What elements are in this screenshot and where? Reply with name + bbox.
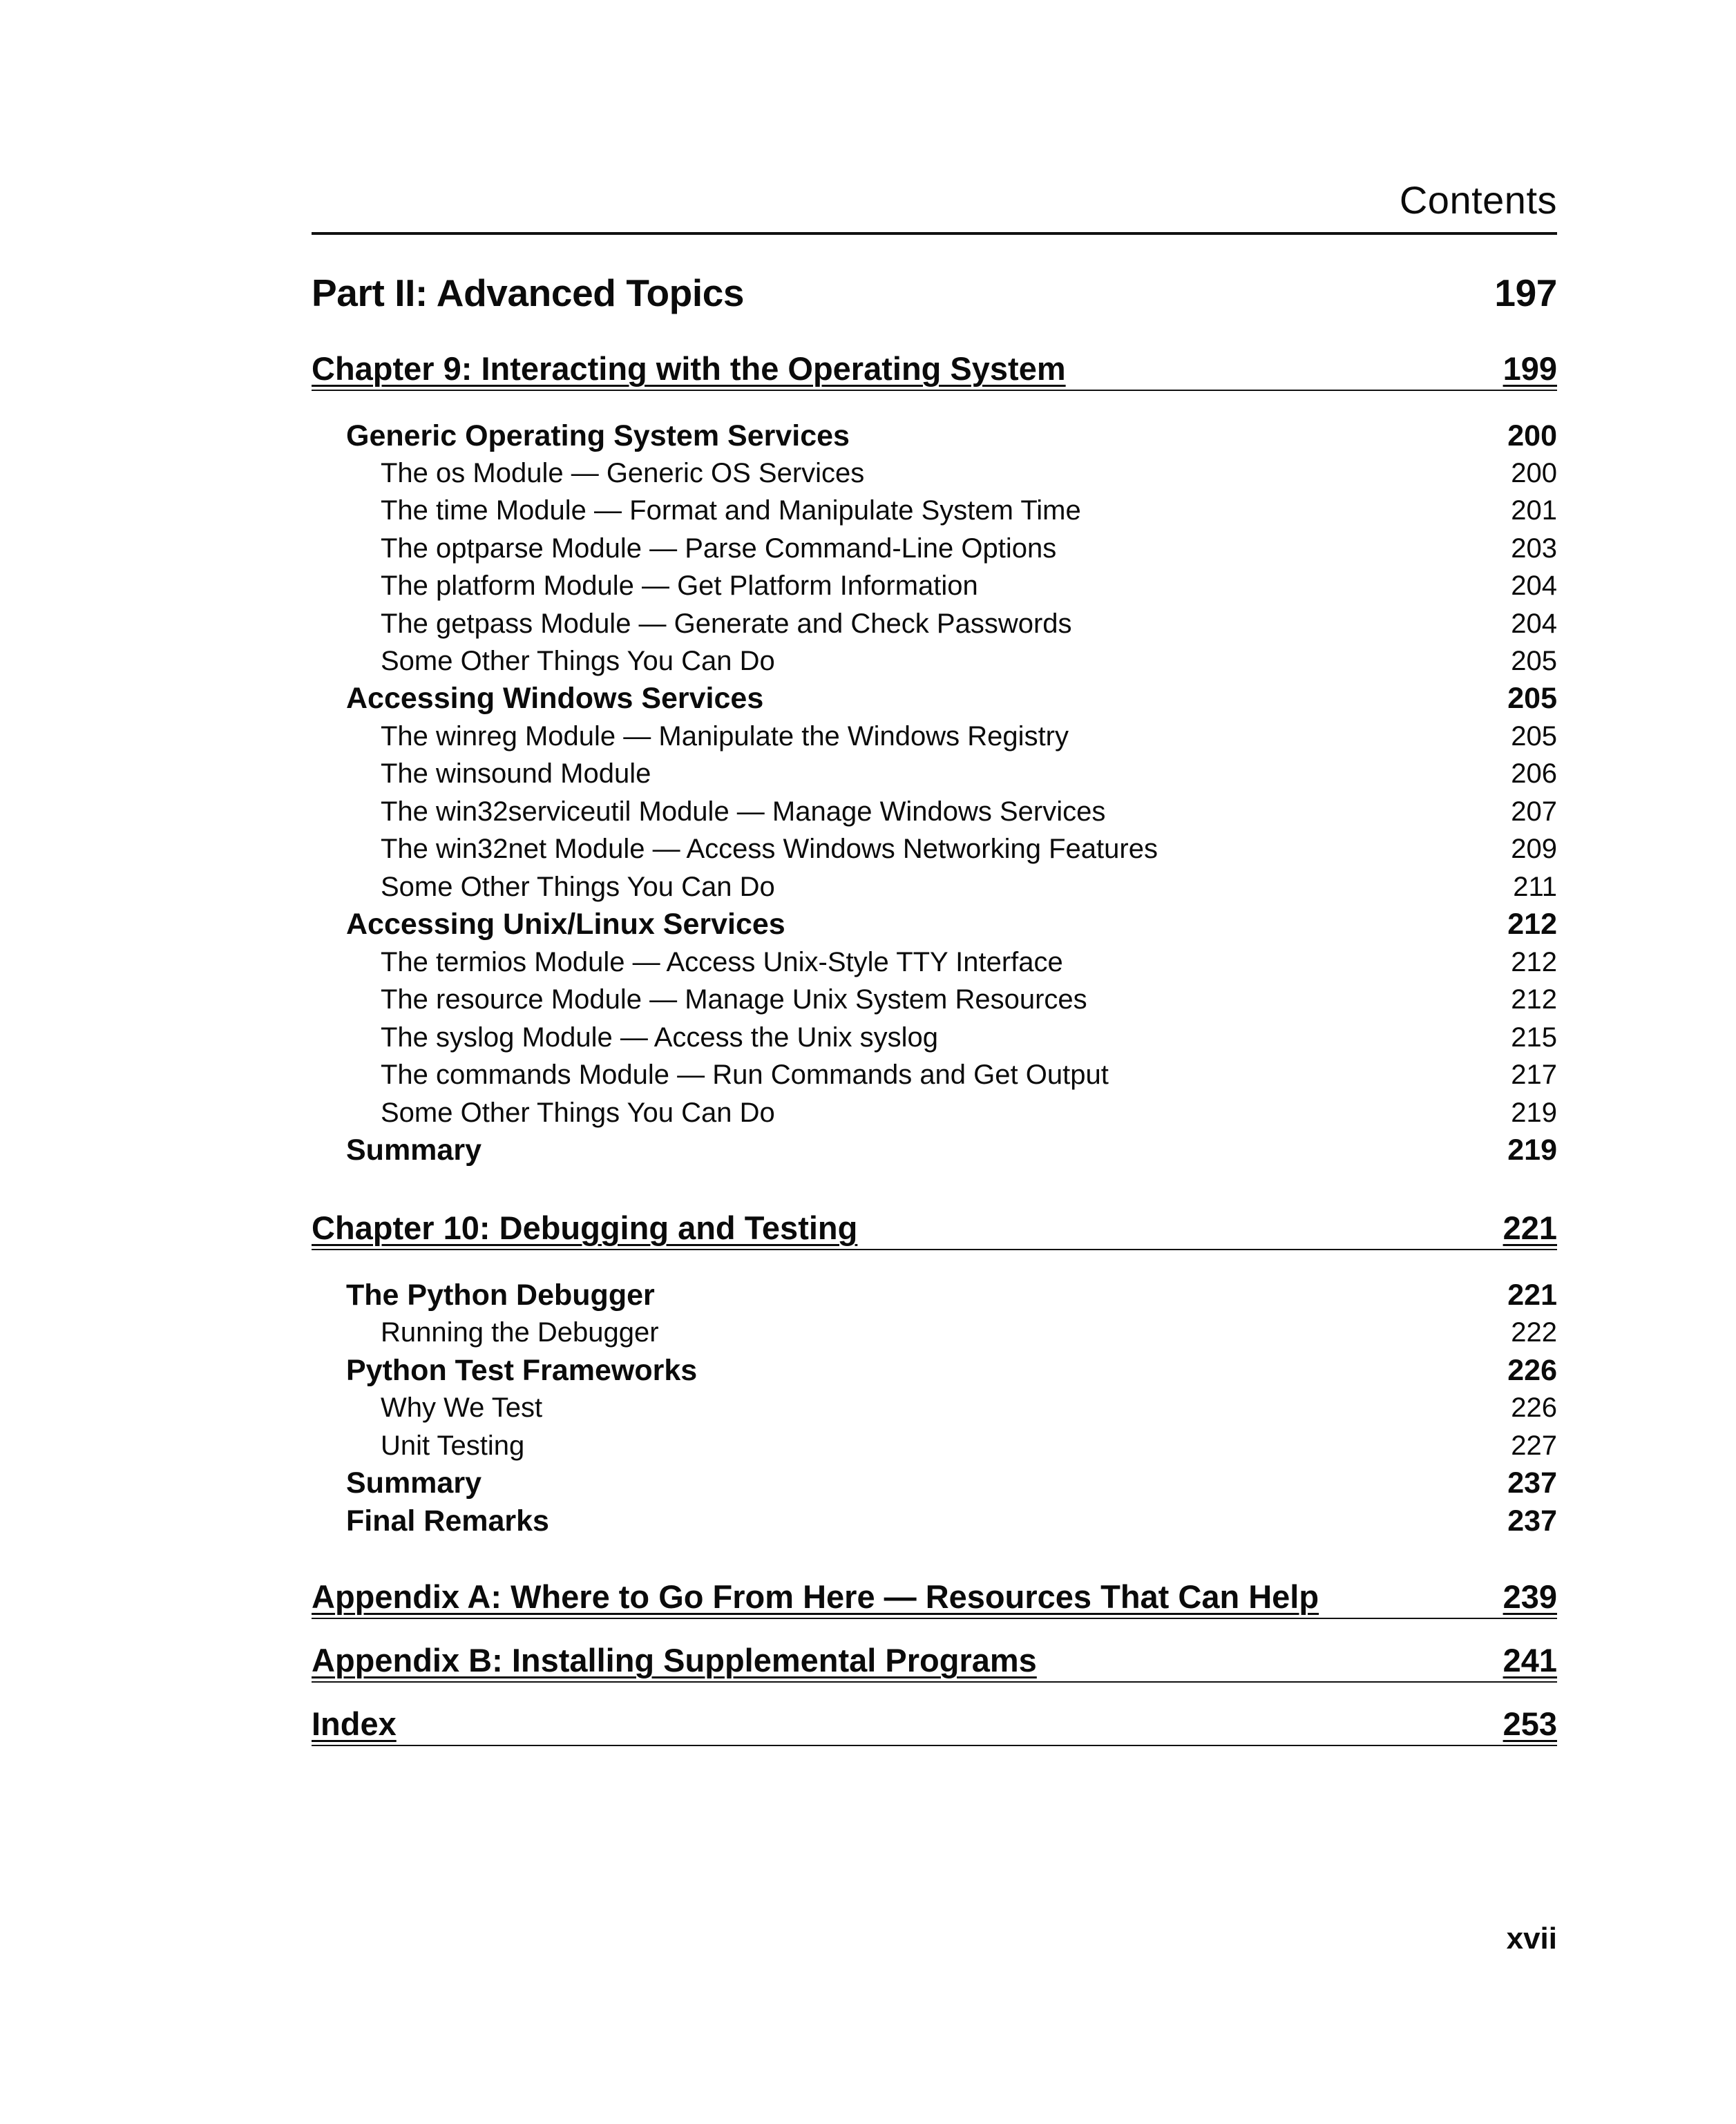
toc-entry-page: 205: [1507, 682, 1557, 715]
appendix-a-title: Appendix A: Where to Go From Here — Resources That Can Help: [312, 1578, 1319, 1615]
toc-entry[interactable]: [381, 1019, 1557, 1056]
toc-entry-title: The platform Module — Get Platform Information: [381, 571, 978, 601]
toc-entry[interactable]: [381, 455, 1557, 492]
chapter-10-page: 221: [1503, 1209, 1557, 1246]
toc-entry[interactable]: [381, 830, 1557, 868]
toc-entry-title: Summary: [346, 1133, 481, 1167]
toc-entry-title: The win32serviceutil Module — Manage Windows Services: [381, 796, 1106, 827]
toc-entry-page: 205: [1511, 646, 1557, 676]
toc-entry[interactable]: [381, 981, 1557, 1018]
part-page: 197: [1494, 271, 1557, 314]
toc-entry-title: Some Other Things You Can Do: [381, 1098, 775, 1128]
toc-entry-page: 212: [1507, 908, 1557, 941]
toc-entry[interactable]: [381, 530, 1557, 567]
toc-entry-title: Accessing Windows Services: [346, 682, 764, 715]
toc-entry[interactable]: [346, 680, 1557, 717]
toc-entry[interactable]: [381, 793, 1557, 830]
toc-entry-title: The os Module — Generic OS Services: [381, 458, 865, 488]
toc-chapter-10[interactable]: [312, 1210, 1557, 1250]
chapter-9-page: 199: [1503, 350, 1557, 387]
toc-entry-title: Final Remarks: [346, 1504, 549, 1538]
header-rule: [312, 232, 1557, 235]
toc-entry[interactable]: [346, 906, 1557, 943]
toc-entry[interactable]: [381, 718, 1557, 755]
appendix-a-page: 239: [1503, 1578, 1557, 1615]
toc-page: [312, 0, 1557, 2124]
toc-entry[interactable]: [381, 1427, 1557, 1464]
toc-entry[interactable]: [381, 492, 1557, 529]
toc-entry[interactable]: [346, 1276, 1557, 1314]
toc-entry-title: Summary: [346, 1466, 481, 1500]
toc-entry-page: 209: [1511, 834, 1557, 864]
toc-entry[interactable]: [381, 567, 1557, 604]
running-head: Contents: [1399, 178, 1557, 222]
toc-entry-page: 237: [1507, 1504, 1557, 1538]
toc-entry[interactable]: [381, 1056, 1557, 1093]
toc-appendix-b[interactable]: [312, 1643, 1557, 1683]
part-title: Part II: Advanced Topics: [312, 271, 745, 314]
toc-entry-page: 205: [1511, 721, 1557, 752]
toc-entry[interactable]: [346, 1464, 1557, 1502]
toc-entry-title: Accessing Unix/Linux Services: [346, 908, 785, 941]
toc-entry[interactable]: [381, 1389, 1557, 1426]
toc-entry-title: Python Test Frameworks: [346, 1354, 698, 1387]
toc-entry-page: 201: [1511, 495, 1557, 526]
toc-part-heading[interactable]: [312, 271, 1557, 315]
toc-entry-title: Some Other Things You Can Do: [381, 872, 775, 902]
toc-entry-title: The syslog Module — Access the Unix syslog: [381, 1022, 939, 1053]
toc-chapter-9[interactable]: [312, 351, 1557, 391]
toc-entry-page: 200: [1511, 458, 1557, 488]
toc-entry[interactable]: [381, 1094, 1557, 1131]
toc-entry[interactable]: [381, 944, 1557, 981]
toc-entry-page: 215: [1511, 1022, 1557, 1053]
toc-entry-page: 222: [1511, 1317, 1557, 1348]
toc-entry-page: 206: [1511, 758, 1557, 789]
toc-entry-page: 217: [1511, 1060, 1557, 1090]
toc-entry-title: The optparse Module — Parse Command-Line Options: [381, 533, 1057, 564]
toc-entry-title: Running the Debugger: [381, 1317, 659, 1348]
toc-entry-title: The winsound Module: [381, 758, 651, 789]
toc-entry-title: Some Other Things You Can Do: [381, 646, 775, 676]
toc-entry-page: 211: [1513, 872, 1557, 902]
toc-entry-page: 203: [1511, 533, 1557, 564]
toc-entry-title: The time Module — Format and Manipulate System Time: [381, 495, 1081, 526]
chapter-10-title: Chapter 10: Debugging and Testing: [312, 1209, 858, 1246]
toc-entry-page: 227: [1511, 1431, 1557, 1461]
toc-entry-title: The win32net Module — Access Windows Networking Features: [381, 834, 1158, 864]
toc-entry[interactable]: [381, 1314, 1557, 1351]
toc-entry-title: The resource Module — Manage Unix System Resources: [381, 984, 1087, 1015]
toc-entry-page: 212: [1511, 947, 1557, 977]
toc-entry-page: 212: [1511, 984, 1557, 1015]
toc-entry-page: 226: [1511, 1393, 1557, 1423]
toc-entry-page: 226: [1507, 1354, 1557, 1387]
toc-entry-title: Why We Test: [381, 1393, 543, 1423]
toc-entry[interactable]: [381, 755, 1557, 792]
toc-entry-title: Unit Testing: [381, 1431, 525, 1461]
toc-entry[interactable]: [346, 417, 1557, 455]
toc-entry-title: Generic Operating System Services: [346, 419, 850, 452]
toc-entry-title: The Python Debugger: [346, 1279, 655, 1312]
toc-entry-page: 219: [1507, 1133, 1557, 1167]
chapter-9-title: Chapter 9: Interacting with the Operating System: [312, 350, 1066, 387]
index-title: Index: [312, 1705, 397, 1742]
appendix-b-page: 241: [1503, 1642, 1557, 1678]
index-page: 253: [1503, 1705, 1557, 1742]
toc-entry-page: 204: [1511, 609, 1557, 639]
toc-entry-title: The winreg Module — Manipulate the Windows Registry: [381, 721, 1069, 752]
appendix-b-title: Appendix B: Installing Supplemental Programs: [312, 1642, 1037, 1678]
toc-entry[interactable]: [381, 605, 1557, 642]
toc-entry-page: 219: [1511, 1098, 1557, 1128]
toc-entry[interactable]: [381, 868, 1557, 906]
toc-entry-page: 237: [1507, 1466, 1557, 1500]
toc-entry[interactable]: [346, 1502, 1557, 1540]
toc-entry-title: The commands Module — Run Commands and Get Output: [381, 1060, 1109, 1090]
toc-entry[interactable]: [346, 1352, 1557, 1389]
toc-entry-page: 207: [1511, 796, 1557, 827]
toc-appendix-a[interactable]: [312, 1579, 1557, 1619]
toc-entry-page: 200: [1507, 419, 1557, 452]
toc-entry[interactable]: [381, 642, 1557, 680]
toc-index[interactable]: [312, 1706, 1557, 1746]
toc-entry-page: 221: [1507, 1279, 1557, 1312]
toc-entry[interactable]: [346, 1131, 1557, 1169]
toc-entry-title: The termios Module — Access Unix-Style TTY Interface: [381, 947, 1063, 977]
toc-entry-page: 204: [1511, 571, 1557, 601]
page-number: xvii: [1506, 1922, 1557, 1955]
toc-entry-title: The getpass Module — Generate and Check Passwords: [381, 609, 1072, 639]
